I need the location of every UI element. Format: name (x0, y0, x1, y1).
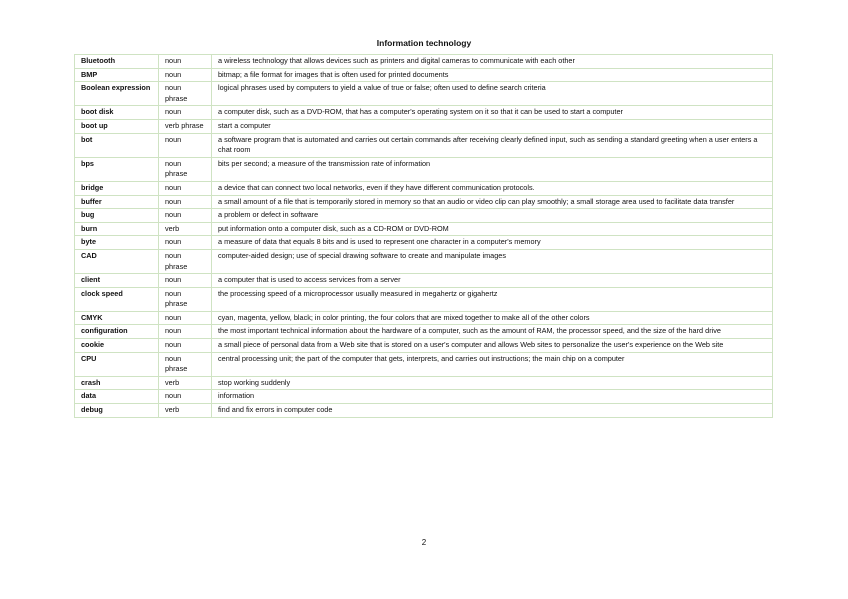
definition-cell: bits per second; a measure of the transmission rate of information (212, 157, 773, 181)
definition-cell: find and fix errors in computer code (212, 404, 773, 418)
term-cell: configuration (75, 325, 159, 339)
definition-cell: bitmap; a file format for images that is often used for printed documents (212, 68, 773, 82)
glossary-body (75, 55, 773, 418)
term-cell: Boolean expression (75, 82, 159, 106)
table-row (75, 249, 773, 273)
definition-cell: start a computer (212, 119, 773, 133)
table-row (75, 55, 773, 69)
definition-cell: central processing unit; the part of the computer that gets, interprets, and carries out instructions; the main chip on a computer (212, 352, 773, 376)
table-row (75, 274, 773, 288)
table-row (75, 390, 773, 404)
part-of-speech-cell: noun (159, 106, 212, 120)
table-row (75, 133, 773, 157)
table-row (75, 339, 773, 353)
table-row (75, 325, 773, 339)
term-cell: data (75, 390, 159, 404)
term-cell: CMYK (75, 311, 159, 325)
definition-cell: a computer disk, such as a DVD-ROM, that has a computer's operating system on it so that it can be used to start a computer (212, 106, 773, 120)
definition-cell: information (212, 390, 773, 404)
definition-cell: stop working suddenly (212, 376, 773, 390)
part-of-speech-cell: noun (159, 390, 212, 404)
part-of-speech-cell: noun (159, 68, 212, 82)
table-row (75, 68, 773, 82)
definition-cell: the most important technical information about the hardware of a computer, such as the amount of RAM, the processor speed, and the size of the hard drive (212, 325, 773, 339)
table-row (75, 376, 773, 390)
table-row (75, 157, 773, 181)
term-cell: client (75, 274, 159, 288)
part-of-speech-cell: verb phrase (159, 119, 212, 133)
table-row (75, 222, 773, 236)
page-title: Information technology (376, 38, 472, 48)
part-of-speech-cell: verb (159, 404, 212, 418)
table-row (75, 181, 773, 195)
table-row (75, 82, 773, 106)
term-cell: boot up (75, 119, 159, 133)
definition-cell: a computer that is used to access services from a server (212, 274, 773, 288)
term-cell: BMP (75, 68, 159, 82)
table-row (75, 236, 773, 250)
term-cell: buffer (75, 195, 159, 209)
definition-cell: a small amount of a file that is temporarily stored in memory so that an audio or video clip can play smoothly; a small storage area used to facilitate data transfer (212, 195, 773, 209)
part-of-speech-cell: noun (159, 195, 212, 209)
definition-cell: a small piece of personal data from a Web site that is stored on a user's computer and allows Web sites to personalize the user's experience on the Web site (212, 339, 773, 353)
table-row (75, 311, 773, 325)
part-of-speech-cell: noun (159, 133, 212, 157)
part-of-speech-cell: noun phrase (159, 249, 212, 273)
term-cell: byte (75, 236, 159, 250)
definition-cell: computer-aided design; use of special drawing software to create and manipulate images (212, 249, 773, 273)
term-cell: CAD (75, 249, 159, 273)
term-cell: clock speed (75, 287, 159, 311)
part-of-speech-cell: noun (159, 181, 212, 195)
definition-cell: cyan, magenta, yellow, black; in color printing, the four colors that are mixed together to make all of the other colors (212, 311, 773, 325)
term-cell: bot (75, 133, 159, 157)
table-row (75, 119, 773, 133)
definition-cell: a measure of data that equals 8 bits and is used to represent one character in a computer's memory (212, 236, 773, 250)
page-number: 2 (421, 538, 427, 547)
definition-cell: a wireless technology that allows devices such as printers and digital cameras to communicate with each other (212, 55, 773, 69)
term-cell: bps (75, 157, 159, 181)
definition-cell: a device that can connect two local networks, even if they have different communication protocols. (212, 181, 773, 195)
glossary-table (74, 54, 773, 418)
term-cell: boot disk (75, 106, 159, 120)
definition-cell: put information onto a computer disk, such as a CD-ROM or DVD-ROM (212, 222, 773, 236)
term-cell: bug (75, 209, 159, 223)
term-cell: burn (75, 222, 159, 236)
part-of-speech-cell: noun (159, 236, 212, 250)
definition-cell: the processing speed of a microprocessor usually measured in megahertz or gigahertz (212, 287, 773, 311)
term-cell: Bluetooth (75, 55, 159, 69)
part-of-speech-cell: verb (159, 376, 212, 390)
term-cell: crash (75, 376, 159, 390)
part-of-speech-cell: verb (159, 222, 212, 236)
table-row (75, 352, 773, 376)
definition-cell: a problem or defect in software (212, 209, 773, 223)
part-of-speech-cell: noun (159, 325, 212, 339)
part-of-speech-cell: noun (159, 274, 212, 288)
part-of-speech-cell: noun (159, 55, 212, 69)
part-of-speech-cell: noun phrase (159, 82, 212, 106)
part-of-speech-cell: noun (159, 339, 212, 353)
term-cell: bridge (75, 181, 159, 195)
term-cell: CPU (75, 352, 159, 376)
definition-cell: logical phrases used by computers to yield a value of true or false; often used to define search criteria (212, 82, 773, 106)
table-row (75, 209, 773, 223)
term-cell: debug (75, 404, 159, 418)
part-of-speech-cell: noun phrase (159, 352, 212, 376)
part-of-speech-cell: noun (159, 209, 212, 223)
table-row (75, 195, 773, 209)
table-row (75, 287, 773, 311)
part-of-speech-cell: noun phrase (159, 157, 212, 181)
part-of-speech-cell: noun phrase (159, 287, 212, 311)
table-row (75, 106, 773, 120)
table-row (75, 404, 773, 418)
part-of-speech-cell: noun (159, 311, 212, 325)
term-cell: cookie (75, 339, 159, 353)
definition-cell: a software program that is automated and carries out certain commands after receiving clearly defined input, such as sending a standard greeting when a user enters a chat room (212, 133, 773, 157)
